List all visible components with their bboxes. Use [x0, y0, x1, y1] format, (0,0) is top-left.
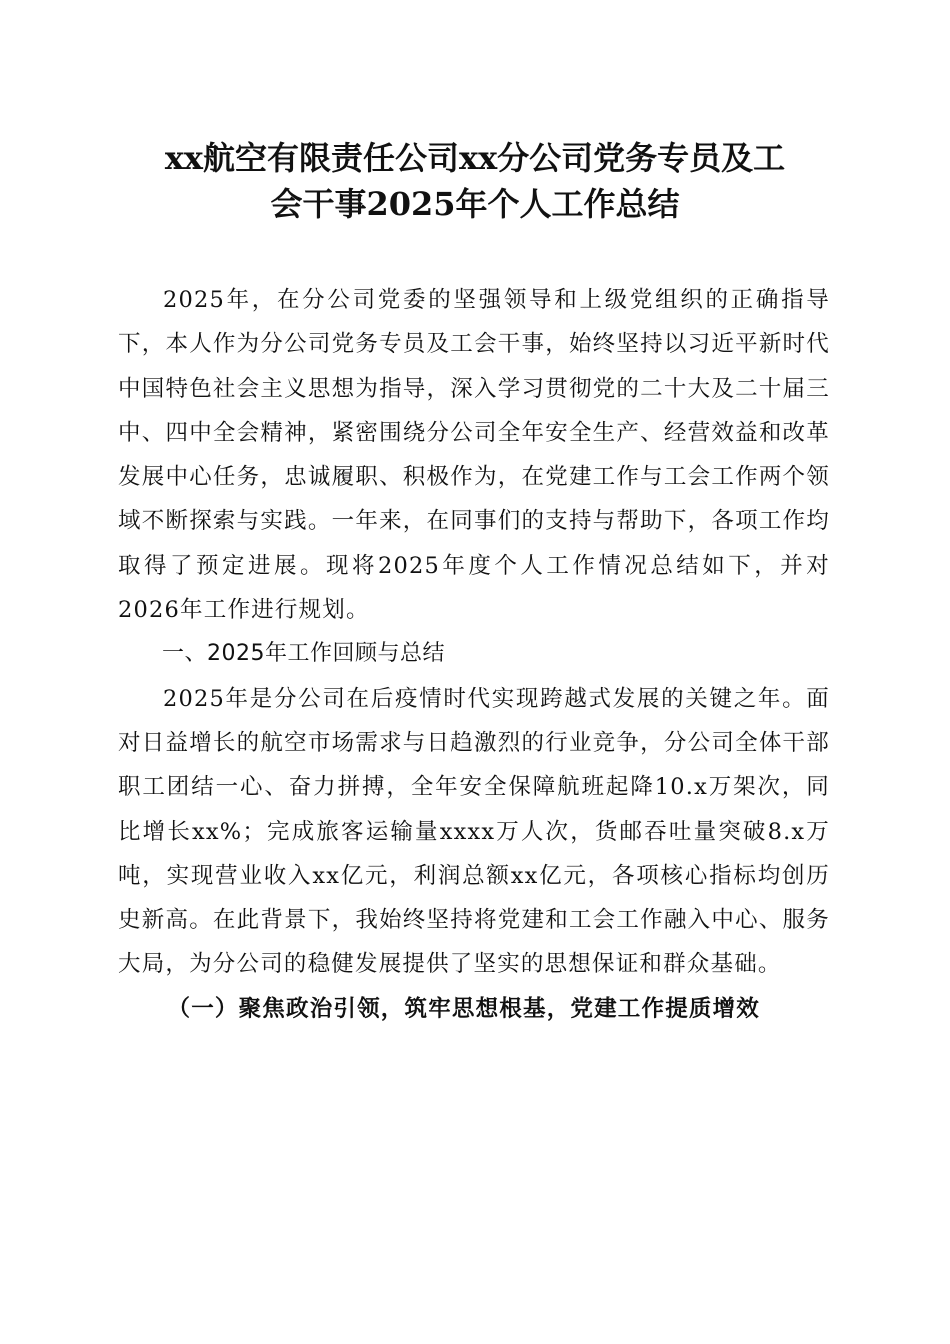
title-line-1: xx航空有限责任公司xx分公司党务专员及工	[164, 139, 786, 177]
document-body	[118, 278, 830, 1031]
subsection-1-heading: （一）聚焦政治引领，筑牢思想根基，党建工作提质增效	[167, 995, 761, 1022]
title-line-2: 会干事2025年个人工作总结	[270, 185, 680, 223]
document-title	[90, 135, 860, 227]
intro-paragraph: 2025年，在分公司党委的坚强领导和上级党组织的正确指导下，本人作为分公司党务专员及工会干事，始终坚持以习近平新时代中国特色社会主义思想为指导，深入学习贯彻党的二十大及二十届三中、四中全会精神，紧密围绕分公司全年安全生产、经营效益和改革发展中心任务，忠诚履职、积极作为，在党建工作与工会工作两个领域不断探索与实践。一年来，在同事们的支持与帮助下，各项工作均取得了预定进展。现将2025年度个人工作情况总结如下，并对2026年工作进行规划。	[118, 287, 830, 624]
section-1-paragraph: 2025年是分公司在后疫情时代实现跨越式发展的关键之年。面对日益增长的航空市场需求与日趋激烈的行业竞争，分公司全体干部职工团结一心、奋力拼搏，全年安全保障航班起降10.x万架次，同比增长xx%；完成旅客运输量xxxx万人次，货邮吞吐量突破8.x万吨，实现营业收入xx亿元，利润总额xx亿元，各项核心指标均创历史新高。在此背景下，我始终坚持将党建和工会工作融入中心、服务大局，为分公司的稳健发展提供了坚实的思想保证和群众基础。	[118, 685, 830, 978]
section-1-heading: 一、2025年工作回顾与总结	[162, 641, 445, 667]
